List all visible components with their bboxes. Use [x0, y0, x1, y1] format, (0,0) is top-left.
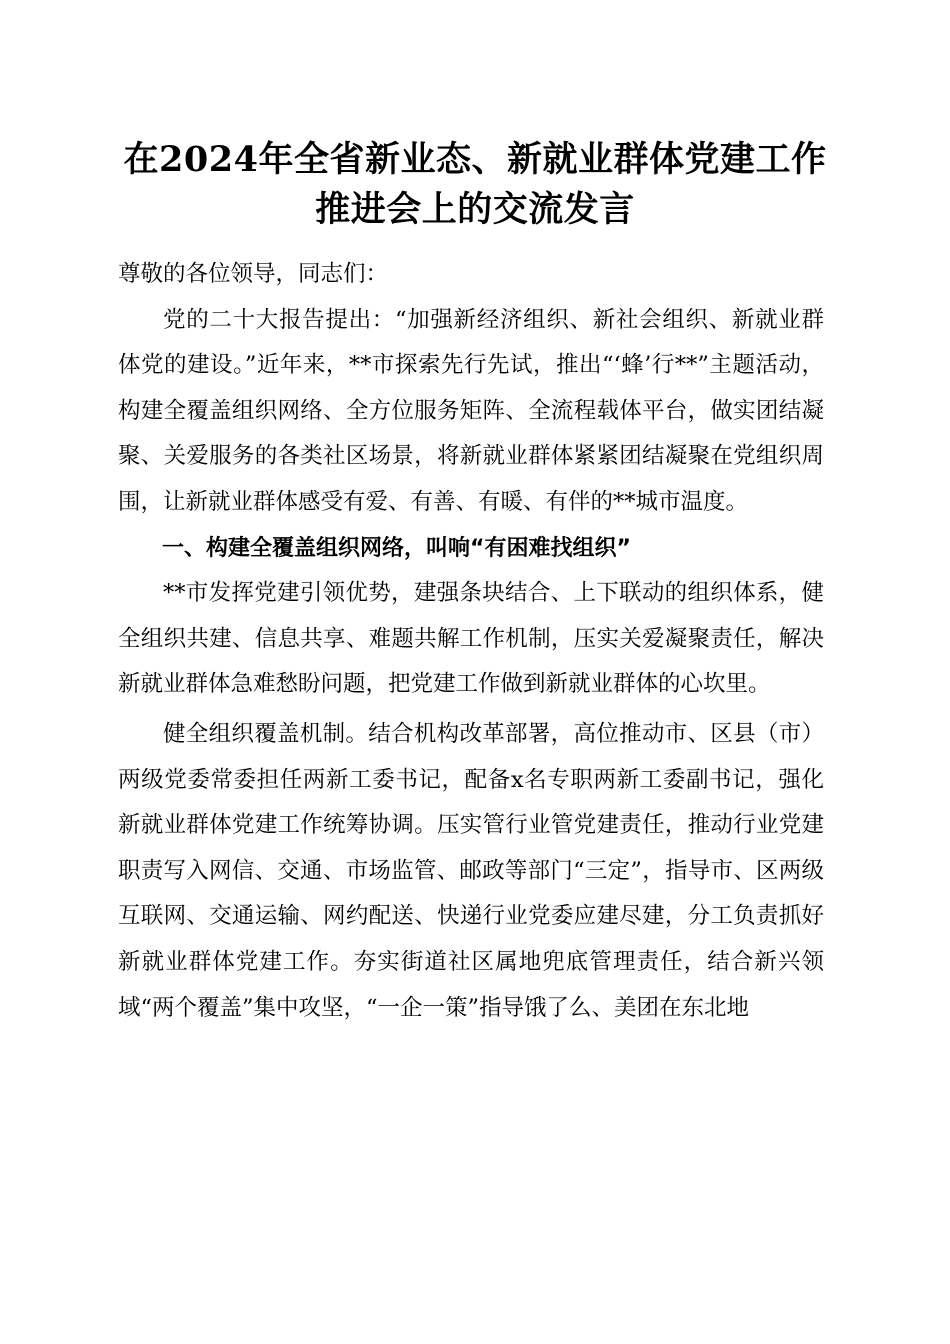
document-title-line-1: 在2024年全省新业态、新就业群体党建工作 [123, 139, 827, 180]
document-title-line-2: 推进会上的交流发言 [315, 189, 635, 230]
section-1-paragraph-1: **市发挥党建引领优势，建强条块结合、上下联动的组织体系，健全组织共建、信息共享、难题共解工作机制，压实关爱凝聚责任，解决新就业群体急难愁盼问题，把党建工作做到新就业群体的心坎里。 [118, 580, 824, 698]
salutation: 尊敬的各位领导，同志们： [118, 261, 389, 287]
section-1-heading: 一、构建全覆盖组织网络，叫响“有困难找组织” [162, 535, 631, 561]
document-body [118, 252, 824, 1031]
intro-paragraph: 党的二十大报告提出：“加强新经济组织、新社会组织、新就业群体党的建设。”近年来，**市探索先行先试，推出“‘蜂’行**”主题活动，构建全覆盖组织网络、全方位服务矩阵、全流程载体平台，做实团结凝聚、关爱服务的各类社区场景，将新就业群体紧紧团结凝聚在党组织周围，让新就业群体感受有爱、有善、有暖、有伴的**城市温度。 [118, 306, 824, 515]
section-1-paragraph-2: 健全组织覆盖机制。结合机构改革部署，高位推动市、区县（市）两级党委常委担任两新工委书记，配备x名专职两新工委副书记，强化新就业群体党建工作统筹协调。压实管行业管党建责任，推动行业党建职责写入网信、交通、市场监管、邮政等部门“三定”，指导市、区两级互联网、交通运输、网约配送、快递行业党委应建尽建，分工负责抓好新就业群体党建工作。夯实街道社区属地兜底管理责任，结合新兴领域“两个覆盖”集中攻坚，“一企一策”指导饿了么、美团在东北地 [118, 720, 824, 1021]
